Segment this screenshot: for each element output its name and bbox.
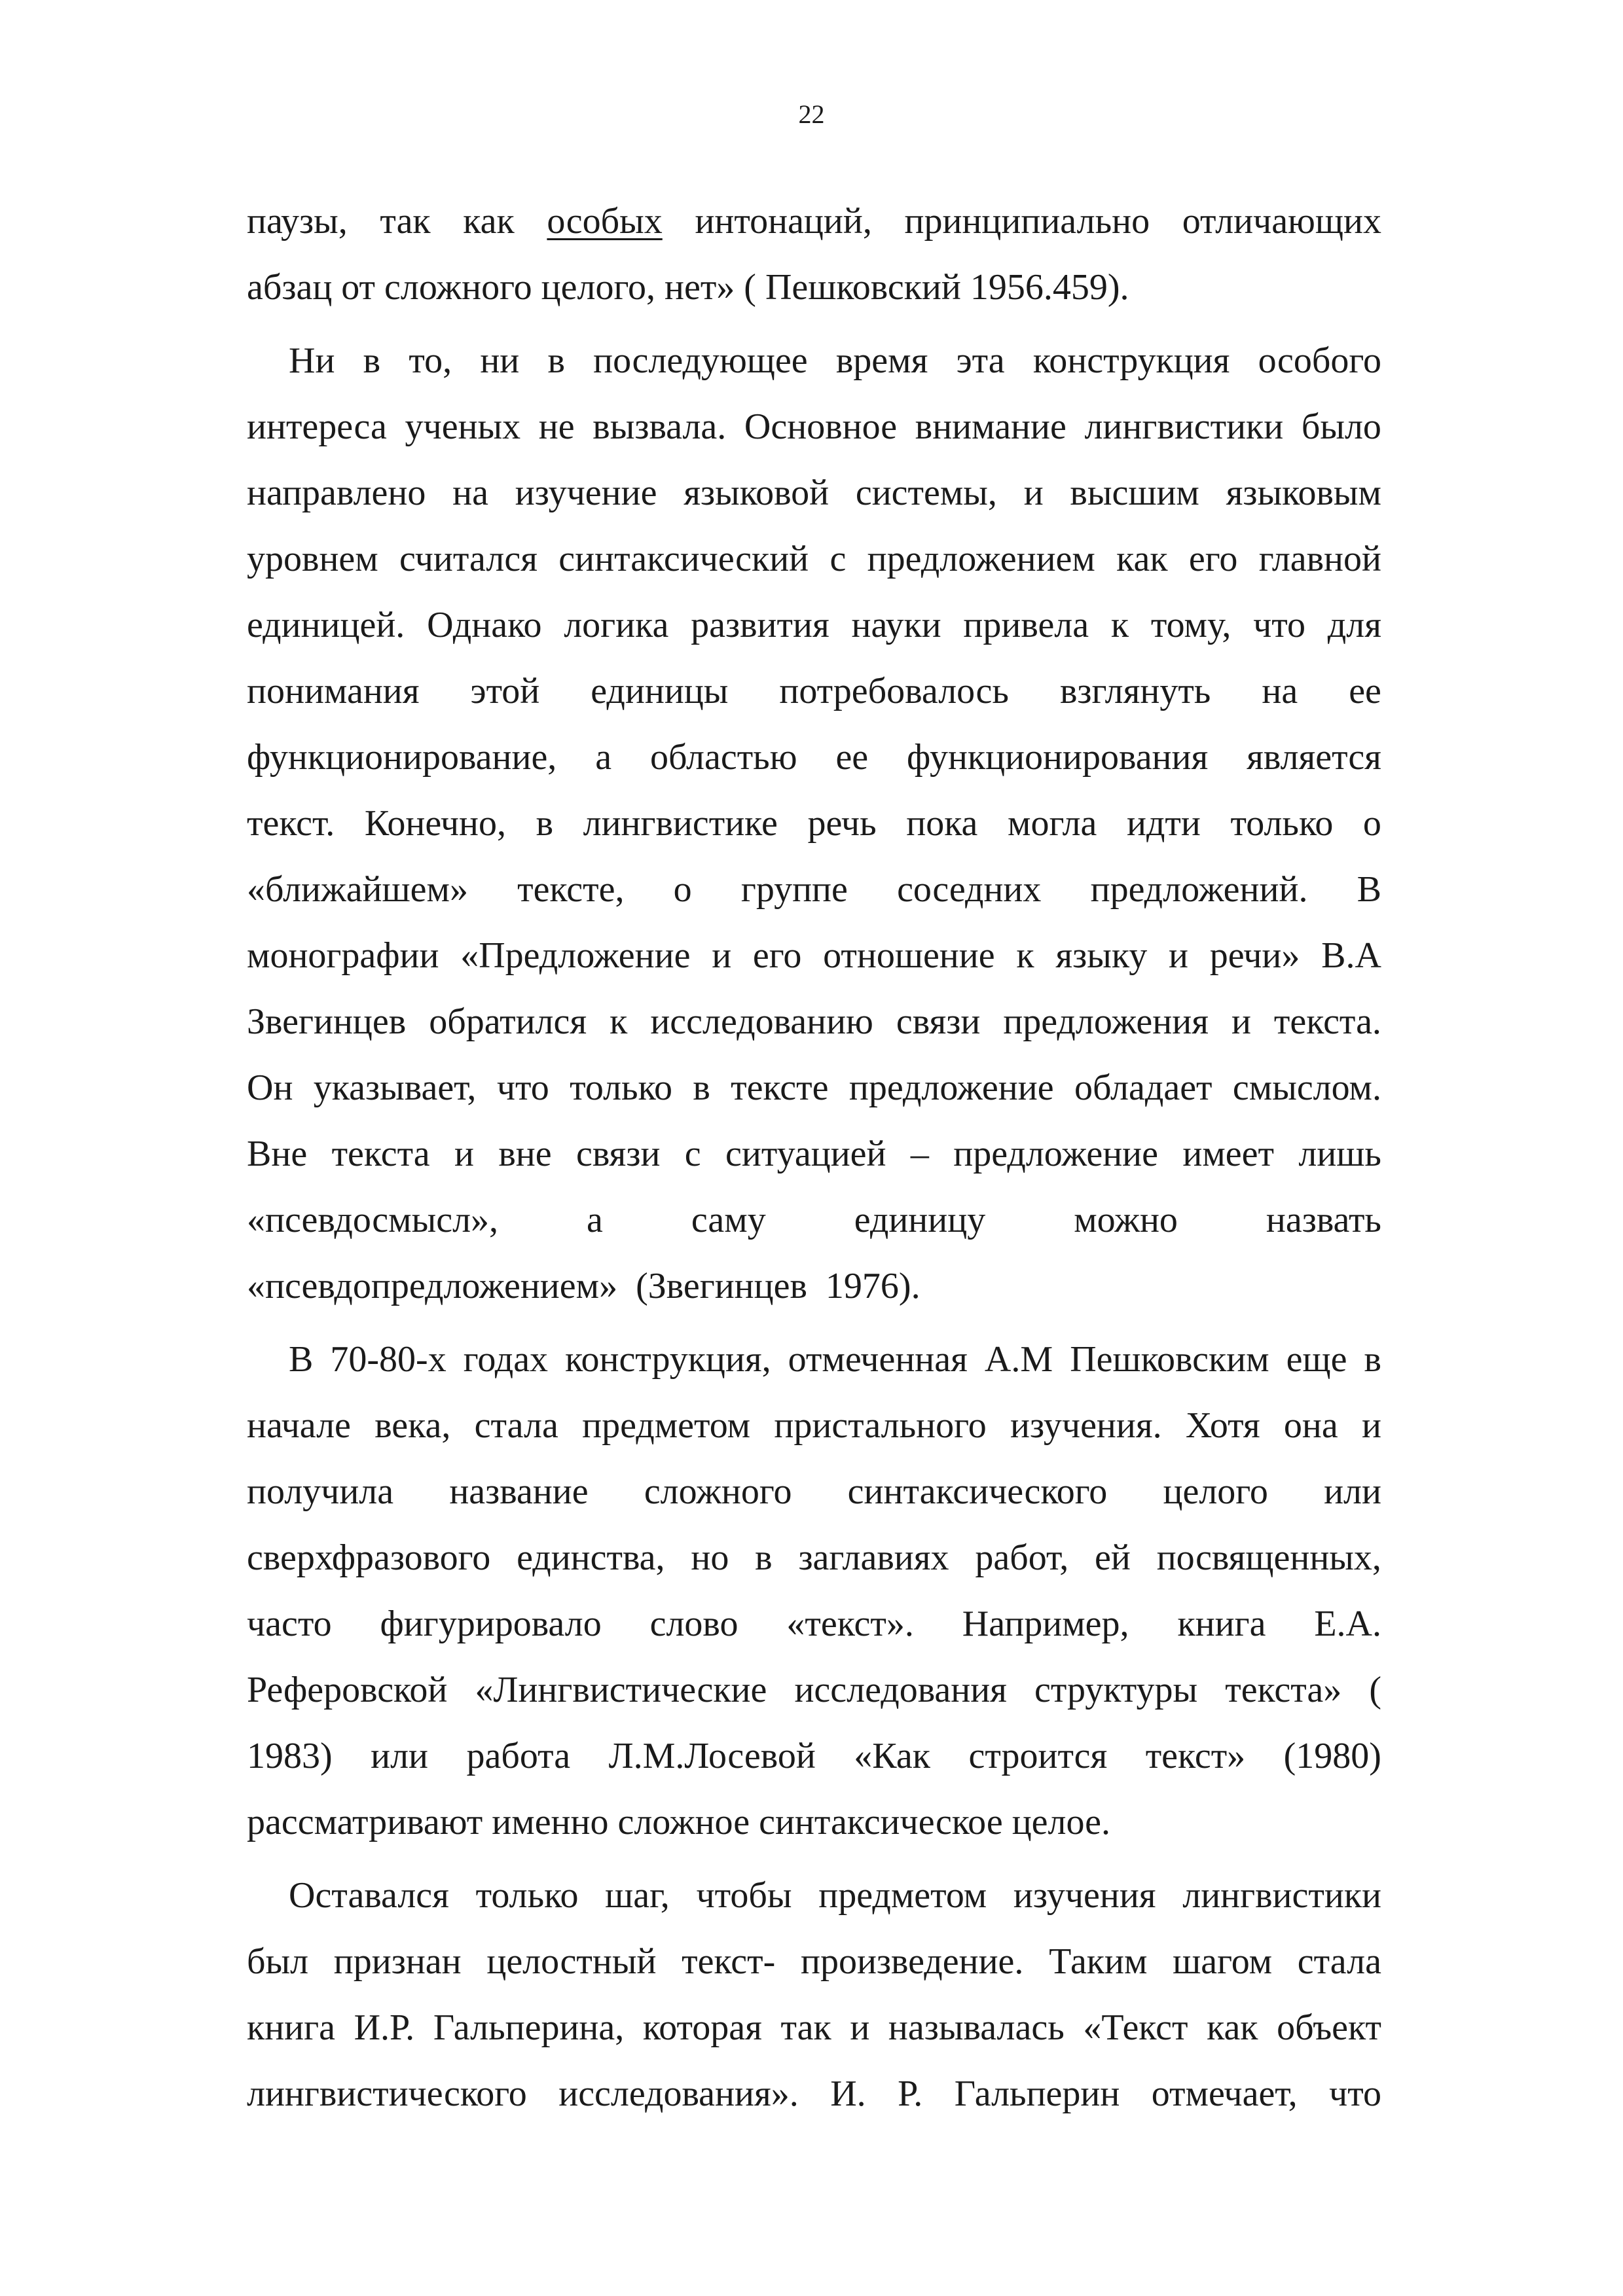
word: языковой xyxy=(684,473,830,513)
word: отличающих xyxy=(1182,201,1381,242)
word: предложение xyxy=(953,1134,1158,1174)
word: В xyxy=(289,1339,314,1380)
word: является xyxy=(1247,737,1381,778)
word: годах xyxy=(463,1339,549,1380)
word: работ, xyxy=(975,1537,1069,1578)
word: лингвистического xyxy=(247,2073,527,2114)
word: лингвистике xyxy=(583,803,778,844)
word: смыслом. xyxy=(1232,1067,1381,1108)
word: внимание xyxy=(915,406,1067,447)
word: исследования». xyxy=(558,2073,799,2114)
word: – xyxy=(910,1134,929,1174)
word: часто xyxy=(247,1604,332,1644)
word: монографии xyxy=(247,935,439,976)
word: отношение xyxy=(823,935,995,976)
word: предложение xyxy=(848,1067,1054,1108)
p4-line-2 xyxy=(247,1929,1381,1995)
word: признан xyxy=(333,1941,462,1982)
word: название xyxy=(449,1471,589,1512)
word: направлено xyxy=(247,473,426,513)
word: Л.М.Лосевой xyxy=(608,1736,816,1776)
word: тексте xyxy=(731,1067,829,1108)
word: то, xyxy=(409,340,452,381)
word: целостный xyxy=(486,1941,657,1982)
word: ни xyxy=(480,340,520,381)
word: структуры xyxy=(1034,1670,1198,1710)
word: пристального xyxy=(774,1405,987,1446)
word: и xyxy=(1169,935,1189,976)
word: Ни xyxy=(289,340,335,381)
word: Конечно, xyxy=(364,803,506,844)
word: Р. xyxy=(898,2073,923,2114)
word: отмеченная xyxy=(788,1339,968,1380)
word: имеет xyxy=(1182,1134,1274,1174)
word: «ближайшем» xyxy=(247,869,468,910)
word: текста xyxy=(331,1134,430,1174)
p3-line-2 xyxy=(247,1393,1381,1459)
word: речи» xyxy=(1209,935,1300,976)
word: Таким xyxy=(1049,1941,1148,1982)
word: уровнем xyxy=(247,539,378,579)
word: науки xyxy=(851,605,941,645)
word: И.Р. xyxy=(354,2007,415,2048)
word: ( xyxy=(1369,1670,1381,1710)
word: 1983) xyxy=(247,1736,333,1776)
word: а xyxy=(595,737,612,778)
word: «псевдосмысл», xyxy=(247,1200,499,1240)
p3-line-8: рассматривают именно сложное синтаксическое целое. xyxy=(247,1802,1111,1842)
word: «Текст xyxy=(1083,2007,1188,2048)
word: тексте, xyxy=(517,869,625,910)
word: ее xyxy=(835,737,869,778)
page-number: 22 xyxy=(798,99,825,129)
p2-line-4 xyxy=(247,526,1381,592)
word: сложного xyxy=(644,1471,792,1512)
word: И. xyxy=(830,2073,866,2114)
word: но xyxy=(691,1537,729,1578)
word: единицей. xyxy=(247,605,405,645)
word: и xyxy=(1361,1405,1381,1446)
word: Например, xyxy=(962,1604,1129,1644)
word: что xyxy=(1329,2073,1381,2114)
word: развития xyxy=(691,605,830,645)
word: ее xyxy=(1349,671,1381,711)
word: предметом xyxy=(582,1405,751,1446)
body-text xyxy=(247,188,1381,2127)
word: о xyxy=(673,869,692,910)
word: Е.А. xyxy=(1314,1604,1381,1644)
p4-line-4 xyxy=(247,2061,1381,2127)
word: так xyxy=(380,201,431,242)
p2-line-11 xyxy=(247,989,1381,1055)
p2-line-3 xyxy=(247,460,1381,526)
word: она xyxy=(1283,1405,1338,1446)
word: конструкция, xyxy=(565,1339,771,1380)
word: паузы, xyxy=(247,201,348,242)
p1-line-2: абзац от сложного целого, нет» ( Пешковский 1956.459). xyxy=(247,267,1129,308)
word: назвать xyxy=(1266,1200,1381,1240)
word: изучения. xyxy=(1010,1405,1162,1446)
word: интонаций, xyxy=(695,201,872,242)
word: Звегинцев xyxy=(247,1001,407,1042)
p2-line-14 xyxy=(247,1187,1381,1253)
word: в xyxy=(1364,1339,1381,1380)
word: группе xyxy=(740,869,848,910)
p3-line-6 xyxy=(247,1657,1381,1723)
word: единицы xyxy=(591,671,729,711)
p2-line-5 xyxy=(247,592,1381,658)
word: с xyxy=(830,539,847,579)
word: время xyxy=(835,340,928,381)
word: взглянуть xyxy=(1059,671,1211,711)
word: называлась xyxy=(888,2007,1065,2048)
word: логика xyxy=(564,605,669,645)
word: лингвистики xyxy=(1084,406,1284,447)
word: обладает xyxy=(1074,1067,1213,1108)
p2-line-6 xyxy=(247,658,1381,725)
word: его xyxy=(1188,539,1238,579)
word: Основное xyxy=(744,406,898,447)
word: и xyxy=(850,2007,870,2048)
word: особого xyxy=(1258,340,1381,381)
word: только xyxy=(570,1067,672,1108)
word: текста. xyxy=(1273,1001,1381,1042)
word: книга xyxy=(1177,1604,1266,1644)
word: в xyxy=(755,1537,773,1578)
word: единицу xyxy=(854,1200,986,1240)
word: могла xyxy=(1008,803,1097,844)
word: только xyxy=(1230,803,1334,844)
word: ей xyxy=(1095,1537,1131,1578)
word: Он xyxy=(247,1067,293,1108)
word: изучение xyxy=(515,473,657,513)
word: Гальперина, xyxy=(433,2007,625,2048)
word: Оставался xyxy=(289,1875,449,1916)
word: этой xyxy=(470,671,540,711)
word: которая xyxy=(642,2007,762,2048)
word: было xyxy=(1301,406,1381,447)
p1-line-1 xyxy=(247,188,1381,255)
word: тому, xyxy=(1150,605,1231,645)
word: в xyxy=(363,340,381,381)
word: слово xyxy=(649,1604,739,1644)
word: был xyxy=(247,1941,309,1982)
word: заглавиях xyxy=(798,1537,949,1578)
word: потребовалось xyxy=(779,671,1009,711)
word: интереса xyxy=(247,406,387,447)
word: связи xyxy=(576,1134,661,1174)
word: Хотя xyxy=(1185,1405,1260,1446)
word: ситуацией xyxy=(725,1134,886,1174)
word: его xyxy=(752,935,802,976)
word: привела xyxy=(963,605,1089,645)
word: вне xyxy=(498,1134,552,1174)
word: в xyxy=(536,803,554,844)
word: отмечает, xyxy=(1151,2073,1298,2114)
word: можно xyxy=(1074,1200,1178,1240)
word: «Как xyxy=(854,1736,930,1776)
word: синтаксического xyxy=(847,1471,1108,1512)
word: саму xyxy=(691,1200,766,1240)
word: как xyxy=(1207,2007,1258,2048)
word: и xyxy=(454,1134,474,1174)
word: «текст». xyxy=(786,1604,914,1644)
word: сверхфразового xyxy=(247,1537,491,1578)
word: считался xyxy=(399,539,538,579)
p2-line-13 xyxy=(247,1121,1381,1187)
word: стала xyxy=(474,1405,558,1446)
word: стала xyxy=(1297,1941,1381,1982)
word: особых xyxy=(547,201,663,242)
p3-line-5 xyxy=(247,1591,1381,1657)
word: В xyxy=(1357,869,1381,910)
p3-line-1 xyxy=(247,1327,1381,1393)
word: с xyxy=(684,1134,701,1174)
word: ученых xyxy=(405,406,521,447)
word: строится xyxy=(968,1736,1108,1776)
word: на xyxy=(452,473,488,513)
word: А.М xyxy=(984,1339,1053,1380)
word: В.А xyxy=(1321,935,1381,976)
word: Вне xyxy=(247,1134,308,1174)
word: функционирования xyxy=(907,737,1209,778)
word: связи xyxy=(896,1001,981,1042)
word: Однако xyxy=(427,605,542,645)
word: указывает, xyxy=(313,1067,477,1108)
word: обратился xyxy=(429,1001,587,1042)
word: принципиально xyxy=(904,201,1150,242)
word: предложения xyxy=(1003,1001,1209,1042)
word: и xyxy=(712,935,732,976)
word: к xyxy=(1016,935,1034,976)
word: и xyxy=(1231,1001,1251,1042)
word: что xyxy=(496,1067,549,1108)
word: шаг, xyxy=(605,1875,670,1916)
word: 70-80-х xyxy=(330,1339,447,1380)
word: или xyxy=(1324,1471,1381,1512)
word: к xyxy=(610,1001,628,1042)
word: еще xyxy=(1286,1339,1347,1380)
word: синтаксический xyxy=(558,539,809,579)
word: «Лингвистические xyxy=(475,1670,767,1710)
word: работа xyxy=(466,1736,571,1776)
word: что xyxy=(1253,605,1306,645)
word: предметом xyxy=(818,1875,987,1916)
word: текст» xyxy=(1145,1736,1246,1776)
p2-line-1 xyxy=(247,328,1381,394)
p2-line-9 xyxy=(247,857,1381,923)
word: для xyxy=(1327,605,1381,645)
word: как xyxy=(463,201,515,242)
word: текст. xyxy=(247,803,335,844)
word: книга xyxy=(247,2007,335,2048)
word: предложением xyxy=(867,539,1095,579)
p2-line-8 xyxy=(247,791,1381,857)
word: текста» xyxy=(1225,1670,1342,1710)
word: начале xyxy=(247,1405,351,1446)
p4-line-3 xyxy=(247,1995,1381,2061)
word: шагом xyxy=(1173,1941,1273,1982)
word: как xyxy=(1116,539,1168,579)
word: объект xyxy=(1277,2007,1381,2048)
word: так xyxy=(780,2007,831,2048)
word: эта xyxy=(956,340,1005,381)
p3-line-3 xyxy=(247,1459,1381,1525)
p2-line-10 xyxy=(247,923,1381,989)
p4-line-1 xyxy=(247,1863,1381,1929)
word: Гальперин xyxy=(954,2073,1120,2114)
word: в xyxy=(547,340,565,381)
word: фигурировало xyxy=(380,1604,602,1644)
word: высшим xyxy=(1070,473,1199,513)
word: единства, xyxy=(517,1537,665,1578)
word: главной xyxy=(1258,539,1381,579)
word: исследованию xyxy=(650,1001,873,1042)
word: функционирование, xyxy=(247,737,557,778)
word: предложений. xyxy=(1090,869,1308,910)
word: не xyxy=(538,406,575,447)
word: лингвистики xyxy=(1182,1875,1381,1916)
word: речь xyxy=(807,803,877,844)
word: языку xyxy=(1055,935,1148,976)
word: лишь xyxy=(1298,1134,1381,1174)
word: получила xyxy=(247,1471,394,1512)
word: Пешковским xyxy=(1070,1339,1269,1380)
word: о xyxy=(1362,803,1381,844)
word: языковым xyxy=(1226,473,1381,513)
word: изучения xyxy=(1013,1875,1156,1916)
word: и xyxy=(1023,473,1044,513)
word: Реферовской xyxy=(247,1670,448,1710)
word: или xyxy=(371,1736,429,1776)
p3-line-4 xyxy=(247,1525,1381,1591)
word: текст- xyxy=(682,1941,776,1982)
word: чтобы xyxy=(696,1875,792,1916)
word: исследования xyxy=(794,1670,1007,1710)
p2-line-7 xyxy=(247,725,1381,791)
word: а xyxy=(587,1200,603,1240)
word: к xyxy=(1110,605,1129,645)
word: (1980) xyxy=(1283,1736,1381,1776)
word: вызвала. xyxy=(593,406,727,447)
word: последующее xyxy=(593,340,808,381)
word: на xyxy=(1262,671,1298,711)
word: произведение. xyxy=(800,1941,1024,1982)
word: целого xyxy=(1163,1471,1268,1512)
word: пока xyxy=(906,803,978,844)
word: системы, xyxy=(855,473,997,513)
word: конструкция xyxy=(1032,340,1230,381)
p2-line-15: «псевдопредложением» (Звегинцев 1976). xyxy=(247,1266,921,1306)
word: идти xyxy=(1126,803,1201,844)
word: понимания xyxy=(247,671,420,711)
p2-line-2 xyxy=(247,394,1381,460)
p3-line-7 xyxy=(247,1723,1381,1789)
word: в xyxy=(693,1067,710,1108)
p2-line-12 xyxy=(247,1055,1381,1121)
word: века, xyxy=(374,1405,451,1446)
word: областью xyxy=(649,737,797,778)
word: «Предложение xyxy=(460,935,691,976)
word: только xyxy=(475,1875,579,1916)
word: соседних xyxy=(897,869,1042,910)
word: посвященных, xyxy=(1156,1537,1381,1578)
